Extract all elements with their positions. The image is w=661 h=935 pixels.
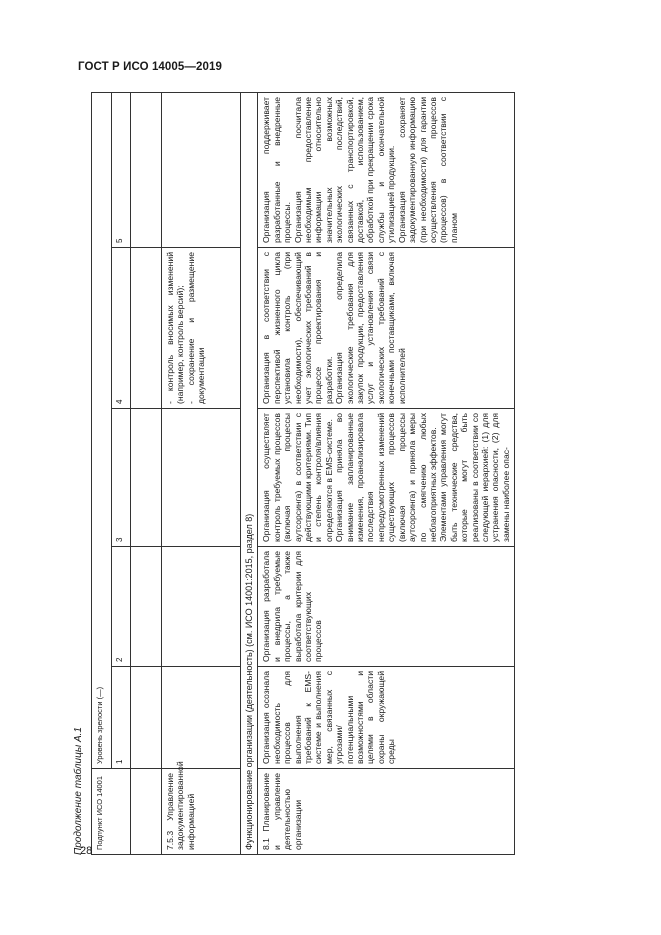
table-caption: Продолжение таблицы А.1 xyxy=(73,727,84,855)
level-2-header: 2 xyxy=(112,547,131,667)
document-header: ГОСТ Р ИСО 14005—2019 xyxy=(78,61,223,73)
table-row xyxy=(258,93,515,855)
blank-cell xyxy=(131,248,162,409)
maturity-levels-header: Уровень зрелости (—) xyxy=(92,93,112,769)
subclause-81: 8.1 Планирование и управление деятельностью организации xyxy=(258,769,515,855)
blank-cell xyxy=(131,547,162,667)
level-5-header: 5 xyxy=(112,93,131,248)
maturity-table xyxy=(91,92,515,855)
header-row xyxy=(92,93,112,855)
cell-81-level-5: Организация поддерживает разработанные и внедренные процессы. Организация посчитала необходимым предоставление информации относительно значительных возможных экологических последствий, связанных с транспортировкой, доставкой, использованием, обработкой при прекращении срока службы и окончательной утилизацией продукции. Организация сохраняет задокументированную информацию (при необходимости) для гарантии осуществления процессов (процессов) в соответствии с планом xyxy=(258,93,515,248)
blank-cell xyxy=(131,667,162,769)
level-numbers-row xyxy=(112,93,131,855)
cell-753-level-2 xyxy=(162,547,241,667)
cell-753-level-5 xyxy=(162,93,241,248)
cell-753-level-4: - контроль вносимых изменений (например, контроль версий); - сохранение и размещение документации xyxy=(162,248,241,409)
blank-cell xyxy=(131,93,162,248)
section-row xyxy=(241,93,258,855)
cell-81-level-1: Организация осознала необходимость процессов для выполнения требований к EMS-системе и выполнения мер, связанных с угрозами/потенциальными возможностями и целями в области охраны окружающей среды xyxy=(258,667,515,769)
cell-81-level-3: Организация осуществляет контроль требуемых процессов (включая процессы аутсорсинга) в соответствии с действующими критериями. Тип и степень контроля/влияния определяются в EMS-системе. Организация приняла во внимание запланированные изменения, проанализировала последствия непредусмотренных изменений существующих процессов (включая процессы аутсорсинга) и приняла меры по смягчению любых неблагоприятных эффектов. Элементами управления могут быть технические средства, которые могут быть реализованы в соответствии со следующей иерархией: (1) для устранения опасности, (2) для замены наиболее опас- xyxy=(258,409,515,547)
blank-cell xyxy=(131,409,162,547)
section-title: Функционирование организации (деятельность) (см. ИСО 14001:2015, раздел 8) xyxy=(241,93,258,855)
rotated-table-block xyxy=(68,93,599,855)
level-3-header: 3 xyxy=(112,409,131,547)
cell-81-level-2: Организация разработала и внедрила требуемые процессы, а также выработала критерии для соответствующих процессов xyxy=(258,547,515,667)
level-1-header: 1 xyxy=(112,667,131,769)
cell-753-level-1 xyxy=(162,667,241,769)
subclause-753: 7.5.3 Управление задокументированной информацией xyxy=(162,769,241,855)
cell-81-level-4: Организация в соответствии с перспективой жизненного цикла установила контроль (при необходимости), обеспечивающий учет экологических требований в процессе проектирования и разработки. Организация определила экологические требования для закупок продукции, предоставления услуг и установления связи экологических требований с конечными поставщиками, включая исполнителей xyxy=(258,248,515,409)
blank-row xyxy=(131,93,162,855)
level-4-header: 4 xyxy=(112,248,131,409)
cell-753-level-3 xyxy=(162,409,241,547)
subclause-header: Подпункт ИСО 14001 xyxy=(92,769,131,855)
page-number: 28 xyxy=(80,845,93,857)
table-row xyxy=(162,93,241,855)
blank-cell xyxy=(131,769,162,855)
